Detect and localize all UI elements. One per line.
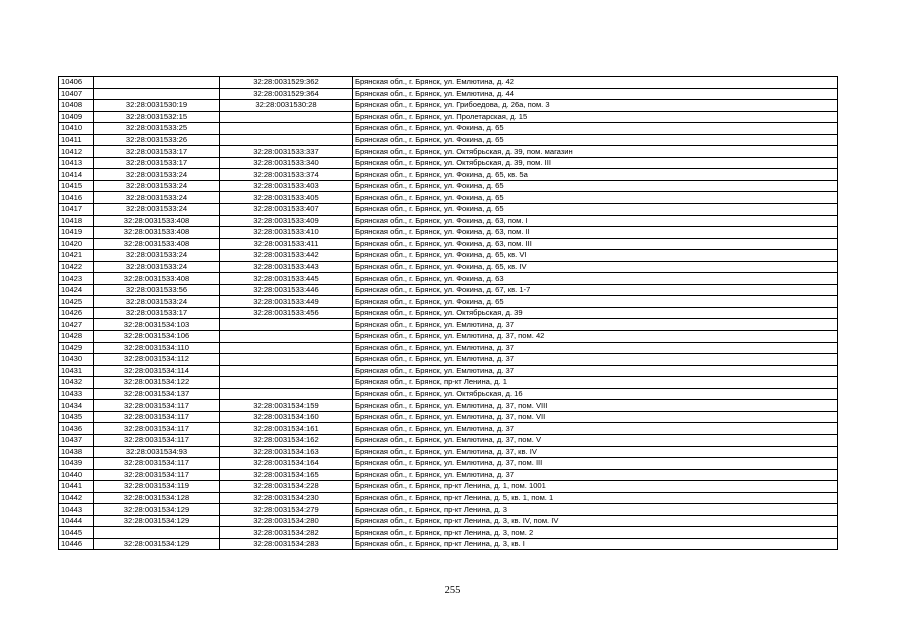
row-id-cell: 10445 [59, 527, 94, 539]
table-row [59, 446, 838, 458]
cadastral-number-cell: 32:28:0031533:449 [220, 296, 353, 308]
row-id-cell: 10407 [59, 88, 94, 100]
address-cell: Брянская обл., г. Брянск, пр-кт Ленина, д. 1, пом. 1001 [353, 481, 838, 493]
table-row [59, 100, 838, 112]
address-cell: Брянская обл., г. Брянск, ул. Емлютина, д. 37 [353, 319, 838, 331]
table-row [59, 180, 838, 192]
table-row [59, 77, 838, 89]
parent-cadastral-number-cell: 32:28:0031530:19 [94, 100, 220, 112]
row-id-cell: 10438 [59, 446, 94, 458]
cadastral-number-cell: 32:28:0031534:160 [220, 411, 353, 423]
table-row [59, 377, 838, 389]
cadastral-number-cell: 32:28:0031529:364 [220, 88, 353, 100]
parent-cadastral-number-cell: 32:28:0031533:24 [94, 261, 220, 273]
address-cell: Брянская обл., г. Брянск, пр-кт Ленина, д. 3, пом. 2 [353, 527, 838, 539]
parent-cadastral-number-cell: 32:28:0031533:408 [94, 273, 220, 285]
row-id-cell: 10439 [59, 458, 94, 470]
row-id-cell: 10415 [59, 180, 94, 192]
cadastral-number-cell: 32:28:0031533:442 [220, 250, 353, 262]
row-id-cell: 10429 [59, 342, 94, 354]
row-id-cell: 10418 [59, 215, 94, 227]
row-id-cell: 10434 [59, 400, 94, 412]
cadastral-number-cell [220, 365, 353, 377]
parent-cadastral-number-cell: 32:28:0031534:117 [94, 458, 220, 470]
cadastral-number-cell: 32:28:0031533:407 [220, 204, 353, 216]
parent-cadastral-number-cell: 32:28:0031534:103 [94, 319, 220, 331]
table-row [59, 365, 838, 377]
address-cell: Брянская обл., г. Брянск, ул. Емлютина, д. 37 [353, 469, 838, 481]
table-row [59, 215, 838, 227]
cadastral-number-cell: 32:28:0031534:162 [220, 434, 353, 446]
address-cell: Брянская обл., г. Брянск, ул. Фокина, д. 65 [353, 192, 838, 204]
cadastral-number-cell: 32:28:0031534:279 [220, 504, 353, 516]
parent-cadastral-number-cell: 32:28:0031534:128 [94, 492, 220, 504]
row-id-cell: 10446 [59, 538, 94, 550]
parent-cadastral-number-cell: 32:28:0031534:106 [94, 331, 220, 343]
cadastral-number-cell [220, 342, 353, 354]
row-id-cell: 10417 [59, 204, 94, 216]
cadastral-number-cell [220, 388, 353, 400]
address-cell: Брянская обл., г. Брянск, ул. Фокина, д. 65, кв. IV [353, 261, 838, 273]
cadastral-number-cell: 32:28:0031530:28 [220, 100, 353, 112]
address-cell: Брянская обл., г. Брянск, ул. Емлютина, д. 37, кв. IV [353, 446, 838, 458]
parent-cadastral-number-cell: 32:28:0031534:117 [94, 400, 220, 412]
row-id-cell: 10442 [59, 492, 94, 504]
address-cell: Брянская обл., г. Брянск, ул. Емлютина, д. 37 [353, 342, 838, 354]
parent-cadastral-number-cell: 32:28:0031533:17 [94, 146, 220, 158]
address-cell: Брянская обл., г. Брянск, ул. Емлютина, д. 42 [353, 77, 838, 89]
cadastral-number-cell [220, 134, 353, 146]
address-cell: Брянская обл., г. Брянск, ул. Фокина, д. 63 [353, 273, 838, 285]
row-id-cell: 10441 [59, 481, 94, 493]
address-cell: Брянская обл., г. Брянск, ул. Фокина, д. 65 [353, 134, 838, 146]
row-id-cell: 10422 [59, 261, 94, 273]
address-cell: Брянская обл., г. Брянск, ул. Емлютина, д. 37, пом. III [353, 458, 838, 470]
row-id-cell: 10414 [59, 169, 94, 181]
table-row [59, 296, 838, 308]
table-row [59, 411, 838, 423]
address-cell: Брянская обл., г. Брянск, пр-кт Ленина, д. 5, кв. 1, пом. 1 [353, 492, 838, 504]
table-row [59, 469, 838, 481]
cadastral-number-cell: 32:28:0031534:164 [220, 458, 353, 470]
cadastral-number-cell: 32:28:0031533:374 [220, 169, 353, 181]
parent-cadastral-number-cell: 32:28:0031533:24 [94, 250, 220, 262]
row-id-cell: 10421 [59, 250, 94, 262]
parent-cadastral-number-cell [94, 527, 220, 539]
row-id-cell: 10431 [59, 365, 94, 377]
address-cell: Брянская обл., г. Брянск, ул. Емлютина, д. 37, пом. V [353, 434, 838, 446]
parent-cadastral-number-cell: 32:28:0031533:408 [94, 227, 220, 239]
address-cell: Брянская обл., г. Брянск, пр-кт Ленина, д. 3, кв. IV, пом. IV [353, 515, 838, 527]
address-cell: Брянская обл., г. Брянск, ул. Фокина, д. 65 [353, 296, 838, 308]
parent-cadastral-number-cell: 32:28:0031533:24 [94, 296, 220, 308]
address-cell: Брянская обл., г. Брянск, ул. Октябрьская, д. 16 [353, 388, 838, 400]
parent-cadastral-number-cell: 32:28:0031533:17 [94, 157, 220, 169]
page-number: 255 [444, 585, 461, 596]
row-id-cell: 10435 [59, 411, 94, 423]
parent-cadastral-number-cell: 32:28:0031533:24 [94, 204, 220, 216]
cadastral-number-cell: 32:28:0031533:445 [220, 273, 353, 285]
row-id-cell: 10423 [59, 273, 94, 285]
registry-body [59, 77, 838, 550]
table-row [59, 227, 838, 239]
table-row [59, 504, 838, 516]
table-row [59, 331, 838, 343]
parent-cadastral-number-cell: 32:28:0031533:17 [94, 307, 220, 319]
table-row [59, 169, 838, 181]
table-row [59, 423, 838, 435]
cadastral-number-cell: 32:28:0031534:163 [220, 446, 353, 458]
row-id-cell: 10432 [59, 377, 94, 389]
cadastral-number-cell: 32:28:0031533:337 [220, 146, 353, 158]
address-cell: Брянская обл., г. Брянск, ул. Фокина, д. 65 [353, 123, 838, 135]
registry-table [58, 76, 838, 550]
cadastral-number-cell: 32:28:0031533:340 [220, 157, 353, 169]
cadastral-number-cell: 32:28:0031533:410 [220, 227, 353, 239]
table-row [59, 284, 838, 296]
parent-cadastral-number-cell: 32:28:0031532:15 [94, 111, 220, 123]
table-row [59, 238, 838, 250]
address-cell: Брянская обл., г. Брянск, ул. Емлютина, д. 37, пом. VIII [353, 400, 838, 412]
row-id-cell: 10413 [59, 157, 94, 169]
address-cell: Брянская обл., г. Брянск, ул. Емлютина, д. 37 [353, 423, 838, 435]
parent-cadastral-number-cell: 32:28:0031533:408 [94, 215, 220, 227]
address-cell: Брянская обл., г. Брянск, ул. Октябрьская, д. 39, пом. III [353, 157, 838, 169]
row-id-cell: 10430 [59, 354, 94, 366]
cadastral-number-cell: 32:28:0031534:228 [220, 481, 353, 493]
row-id-cell: 10440 [59, 469, 94, 481]
table-row [59, 192, 838, 204]
address-cell: Брянская обл., г. Брянск, ул. Пролетарская, д. 15 [353, 111, 838, 123]
cadastral-number-cell: 32:28:0031533:403 [220, 180, 353, 192]
table-row [59, 527, 838, 539]
cadastral-number-cell [220, 111, 353, 123]
table-row [59, 434, 838, 446]
row-id-cell: 10424 [59, 284, 94, 296]
row-id-cell: 10410 [59, 123, 94, 135]
address-cell: Брянская обл., г. Брянск, ул. Октябрьская, д. 39 [353, 307, 838, 319]
address-cell: Брянская обл., г. Брянск, ул. Фокина, д. 63, пом. I [353, 215, 838, 227]
parent-cadastral-number-cell: 32:28:0031534:129 [94, 504, 220, 516]
row-id-cell: 10411 [59, 134, 94, 146]
parent-cadastral-number-cell: 32:28:0031534:117 [94, 423, 220, 435]
table-row [59, 538, 838, 550]
table-row [59, 492, 838, 504]
table-row [59, 111, 838, 123]
row-id-cell: 10406 [59, 77, 94, 89]
parent-cadastral-number-cell: 32:28:0031533:26 [94, 134, 220, 146]
address-cell: Брянская обл., г. Брянск, ул. Фокина, д. 67, кв. 1-7 [353, 284, 838, 296]
table-row [59, 250, 838, 262]
row-id-cell: 10436 [59, 423, 94, 435]
table-row [59, 458, 838, 470]
address-cell: Брянская обл., г. Брянск, ул. Фокина, д. 63, пом. III [353, 238, 838, 250]
address-cell: Брянская обл., г. Брянск, ул. Емлютина, д. 37 [353, 354, 838, 366]
table-row [59, 88, 838, 100]
row-id-cell: 10428 [59, 331, 94, 343]
address-cell: Брянская обл., г. Брянск, ул. Емлютина, д. 44 [353, 88, 838, 100]
table-row [59, 307, 838, 319]
address-cell: Брянская обл., г. Брянск, ул. Фокина, д. 63, пом. II [353, 227, 838, 239]
table-row [59, 157, 838, 169]
parent-cadastral-number-cell: 32:28:0031533:24 [94, 192, 220, 204]
cadastral-number-cell: 32:28:0031533:446 [220, 284, 353, 296]
parent-cadastral-number-cell [94, 88, 220, 100]
table-row [59, 146, 838, 158]
cadastral-number-cell: 32:28:0031529:362 [220, 77, 353, 89]
cadastral-number-cell [220, 331, 353, 343]
address-cell: Брянская обл., г. Брянск, ул. Емлютина, д. 37, пом. VII [353, 411, 838, 423]
cadastral-number-cell [220, 377, 353, 389]
address-cell: Брянская обл., г. Брянск, ул. Фокина, д. 65, кв. VI [353, 250, 838, 262]
row-id-cell: 10419 [59, 227, 94, 239]
cadastral-number-cell: 32:28:0031534:230 [220, 492, 353, 504]
table-row [59, 515, 838, 527]
parent-cadastral-number-cell: 32:28:0031534:110 [94, 342, 220, 354]
row-id-cell: 10412 [59, 146, 94, 158]
cadastral-number-cell: 32:28:0031533:443 [220, 261, 353, 273]
cadastral-number-cell: 32:28:0031533:456 [220, 307, 353, 319]
table-row [59, 388, 838, 400]
row-id-cell: 10427 [59, 319, 94, 331]
row-id-cell: 10426 [59, 307, 94, 319]
row-id-cell: 10425 [59, 296, 94, 308]
parent-cadastral-number-cell: 32:28:0031534:112 [94, 354, 220, 366]
parent-cadastral-number-cell: 32:28:0031533:25 [94, 123, 220, 135]
cadastral-number-cell: 32:28:0031534:283 [220, 538, 353, 550]
cadastral-number-cell [220, 123, 353, 135]
table-row [59, 134, 838, 146]
address-cell: Брянская обл., г. Брянск, пр-кт Ленина, д. 3, кв. I [353, 538, 838, 550]
row-id-cell: 10433 [59, 388, 94, 400]
parent-cadastral-number-cell: 32:28:0031534:129 [94, 515, 220, 527]
address-cell: Брянская обл., г. Брянск, ул. Емлютина, д. 37, пом. 42 [353, 331, 838, 343]
parent-cadastral-number-cell: 32:28:0031533:24 [94, 169, 220, 181]
parent-cadastral-number-cell [94, 77, 220, 89]
parent-cadastral-number-cell: 32:28:0031533:56 [94, 284, 220, 296]
row-id-cell: 10408 [59, 100, 94, 112]
table-row [59, 204, 838, 216]
parent-cadastral-number-cell: 32:28:0031534:117 [94, 434, 220, 446]
parent-cadastral-number-cell: 32:28:0031534:137 [94, 388, 220, 400]
cadastral-number-cell: 32:28:0031534:159 [220, 400, 353, 412]
address-cell: Брянская обл., г. Брянск, ул. Грибоедова, д. 26а, пом. 3 [353, 100, 838, 112]
table-row [59, 319, 838, 331]
row-id-cell: 10416 [59, 192, 94, 204]
address-cell: Брянская обл., г. Брянск, ул. Фокина, д. 65 [353, 180, 838, 192]
parent-cadastral-number-cell: 32:28:0031534:119 [94, 481, 220, 493]
table-row [59, 342, 838, 354]
table-row [59, 481, 838, 493]
parent-cadastral-number-cell: 32:28:0031534:122 [94, 377, 220, 389]
row-id-cell: 10444 [59, 515, 94, 527]
table-row [59, 354, 838, 366]
row-id-cell: 10409 [59, 111, 94, 123]
address-cell: Брянская обл., г. Брянск, ул. Емлютина, д. 37 [353, 365, 838, 377]
row-id-cell: 10443 [59, 504, 94, 516]
cadastral-number-cell: 32:28:0031533:411 [220, 238, 353, 250]
table-row [59, 123, 838, 135]
address-cell: Брянская обл., г. Брянск, ул. Фокина, д. 65, кв. 5а [353, 169, 838, 181]
cadastral-number-cell: 32:28:0031533:405 [220, 192, 353, 204]
cadastral-number-cell: 32:28:0031534:280 [220, 515, 353, 527]
row-id-cell: 10437 [59, 434, 94, 446]
parent-cadastral-number-cell: 32:28:0031534:117 [94, 469, 220, 481]
cadastral-number-cell: 32:28:0031533:409 [220, 215, 353, 227]
address-cell: Брянская обл., г. Брянск, пр-кт Ленина, д. 1 [353, 377, 838, 389]
table-row [59, 261, 838, 273]
parent-cadastral-number-cell: 32:28:0031534:114 [94, 365, 220, 377]
parent-cadastral-number-cell: 32:28:0031534:129 [94, 538, 220, 550]
cadastral-number-cell [220, 319, 353, 331]
address-cell: Брянская обл., г. Брянск, ул. Фокина, д. 65 [353, 204, 838, 216]
parent-cadastral-number-cell: 32:28:0031533:408 [94, 238, 220, 250]
table-row [59, 400, 838, 412]
address-cell: Брянская обл., г. Брянск, пр-кт Ленина, д. 3 [353, 504, 838, 516]
cadastral-number-cell: 32:28:0031534:282 [220, 527, 353, 539]
parent-cadastral-number-cell: 32:28:0031534:117 [94, 411, 220, 423]
cadastral-number-cell: 32:28:0031534:165 [220, 469, 353, 481]
cadastral-number-cell [220, 354, 353, 366]
parent-cadastral-number-cell: 32:28:0031534:93 [94, 446, 220, 458]
cadastral-number-cell: 32:28:0031534:161 [220, 423, 353, 435]
row-id-cell: 10420 [59, 238, 94, 250]
parent-cadastral-number-cell: 32:28:0031533:24 [94, 180, 220, 192]
address-cell: Брянская обл., г. Брянск, ул. Октябрьская, д. 39, пом. магазин [353, 146, 838, 158]
table-row [59, 273, 838, 285]
